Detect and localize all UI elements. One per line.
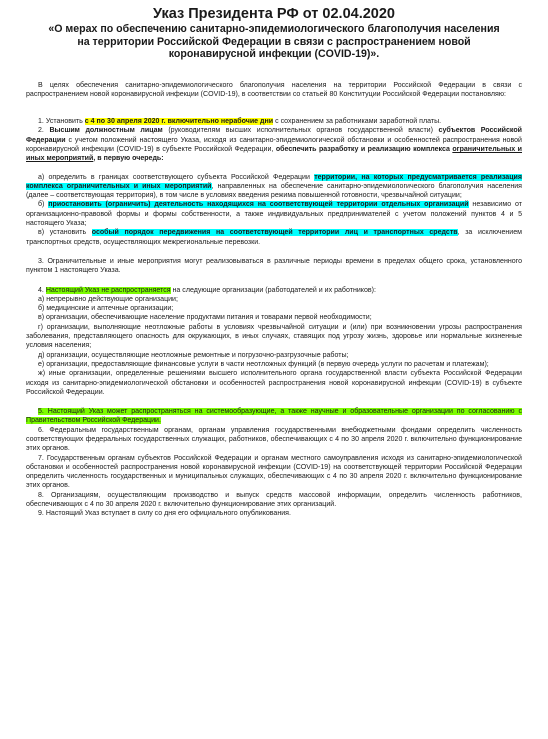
paragraph-3: 3. Ограничительные и иные мероприятия могут реализовываться в различные периоды времени в пределах общего срока, установленного пунктом 1 настоящего Указа.	[26, 257, 522, 275]
p4-text-a: 4.	[38, 286, 46, 294]
paragraph-2	[26, 126, 522, 163]
p1-text-a: 1. Установить	[38, 118, 85, 126]
paragraph-2b	[26, 200, 522, 228]
p4-text-b: на следующие организации (работодателей и их работников):	[170, 286, 376, 294]
pa-text-a: а) определить в границах соответствующего субъекта Российской Федерации	[38, 173, 315, 181]
document-body	[26, 61, 522, 519]
p5-highlight: 5. Настоящий Указ может распространяться на системообразующие, а также научные и образовательные организации по согласованию с Правительством Российской Федерации.	[26, 408, 522, 425]
paragraph-2v	[26, 228, 522, 247]
p2-text-c: (руководителям высших исполнительных органов государственной власти)	[162, 127, 439, 135]
paragraph-9: 9. Настоящий Указ вступает в силу со дня его официального опубликования.	[38, 510, 291, 518]
document-subtitle: «О мерах по обеспечению санитарно-эпидемиологического благополучия населения на территории Российской Федерации в связи с распространением новой коронавирусной инфекции (COVID-19)».	[48, 23, 500, 60]
paragraph-2a	[26, 173, 522, 201]
p1-text-b: с сохранением за работниками заработной платы.	[273, 118, 442, 126]
pb-highlight: приостановить (ограничить) деятельность находящихся на соответствующей территории отдельных организаций	[48, 201, 469, 209]
p4-item-e: е) организации, предоставляющие финансовые услуги в части неотложных функций (в первую очередь услуги по расчетам и платежам);	[38, 360, 489, 368]
pv-text-b: , за исключением транспортных средств, осуществляющих межрегиональные перевозки.	[26, 229, 523, 246]
document-title: Указ Президента РФ от 02.04.2020	[153, 6, 395, 22]
p4-item-zh: ж) иные организации, определенные решениями высшего исполнительного органа государственной власти субъекта Российской Федерации исходя из санитарно-эпидемиологической обстановки и особенностей распространения новой коронавирусной инфекции (COVID-19) в субъекте Российской Федерации.	[26, 370, 522, 396]
paragraph-4	[26, 286, 522, 295]
paragraph-6: 6. Федеральным государственным органам, органам управления государственными внебюджетными фондами определить численность соответствующих федеральных государственных служащих, работников, обеспечивающих с 4 по 30 апреля 2020 г. включительно функционирование этих органов.	[26, 426, 522, 453]
pa-text-b: , направленных на обеспечение санитарно-эпидемиологического благополучия населения (далее – соответствующая территория), в том числе в условиях введения режима повышенной готовности, чрезвычайной ситуации;	[26, 182, 522, 200]
pb-text-b: независимо от организационно-правовой формы и формы собственности, а также индивидуальных предпринимателей с учетом положений пунктов 4 и 5 настоящего Указа;	[26, 201, 523, 228]
paragraph-1	[26, 117, 522, 126]
pa-highlight: территории, на которых предусматривается реализация комплекса ограничительных и иных мероприятий	[26, 173, 522, 190]
paragraph-7: 7. Государственным органам субъектов Российской Федерации и органам местного самоуправления исходя из санитарно-эпидемиологической обстановки и особенностей распространения новой коронавирусной инфекции (COVID-19) на соответствующей территории Российской Федерации определить численность государственных и муниципальных служащих, обеспечивающих с 4 по 30 апреля 2020 г. включительно функционирование этих органов.	[26, 454, 522, 490]
intro-paragraph: В целях обеспечения санитарно-эпидемиологического благополучия населения на территории Российской Федерации в связи с распространением новой коронавирусной инфекции (COVID-19), в соответствии со статьей 80 Конституции Российской Федерации постановляю:	[26, 81, 522, 98]
p4-highlight: Настоящий Указ не распространяется	[45, 286, 171, 294]
pv-highlight: особый порядок передвижения на соответствующей территории лиц и транспортных средств	[91, 229, 458, 237]
p4-item-b: б) медицинские и аптечные организации;	[38, 305, 174, 313]
p4-item-g: г) организации, выполняющие неотложные работы в условиях чрезвычайной ситуации и (или) при возникновении угрозы распространения заболевания, представляющего опасность для окружающих, в иных случаях, ставящих под угрозу жизнь, здоровье или нормальные жизненные условия населения;	[26, 323, 522, 350]
p2-bold-3: обеспечить разработку и реализацию комплекса	[275, 145, 453, 153]
pv-text-a: в) установить	[38, 229, 92, 237]
p2-text-e: , в первую очередь:	[93, 155, 164, 163]
paragraph-5	[26, 407, 522, 426]
p4-item-a: а) непрерывно действующие организации;	[38, 295, 178, 303]
p2-bold-1: Высшим должностным лицам	[49, 127, 163, 135]
pb-text-a: б)	[38, 201, 49, 209]
p4-item-v: в) организации, обеспечивающие население продуктами питания и товарами первой необходимости;	[38, 314, 372, 322]
p2-underlined: ограничительных и иных мероприятий	[26, 145, 522, 163]
p1-highlight: с 4 по 30 апреля 2020 г. включительно нерабочие дни	[84, 118, 274, 126]
p2-bold-2: субъектов Российской Федерации	[26, 127, 522, 144]
p2-text-d: с учетом положений настоящего Указа, исходя из санитарно-эпидемиологической обстановки и особенностей распространения новой коронавирусной инфекции (COVID-19) в субъекте Российской Федерации,	[26, 136, 522, 153]
p2-text-a: 2.	[38, 127, 50, 135]
paragraph-8: 8. Организациям, осуществляющим производство и выпуск средств массовой информации, определить численность работников, обеспечивающих с 4 по 30 апреля 2020 г. включительно функционирование этих организаций.	[26, 491, 522, 509]
p4-item-d: д) организации, осуществляющие неотложные ремонтные и погрузочно-разгрузочные работы;	[38, 351, 349, 359]
